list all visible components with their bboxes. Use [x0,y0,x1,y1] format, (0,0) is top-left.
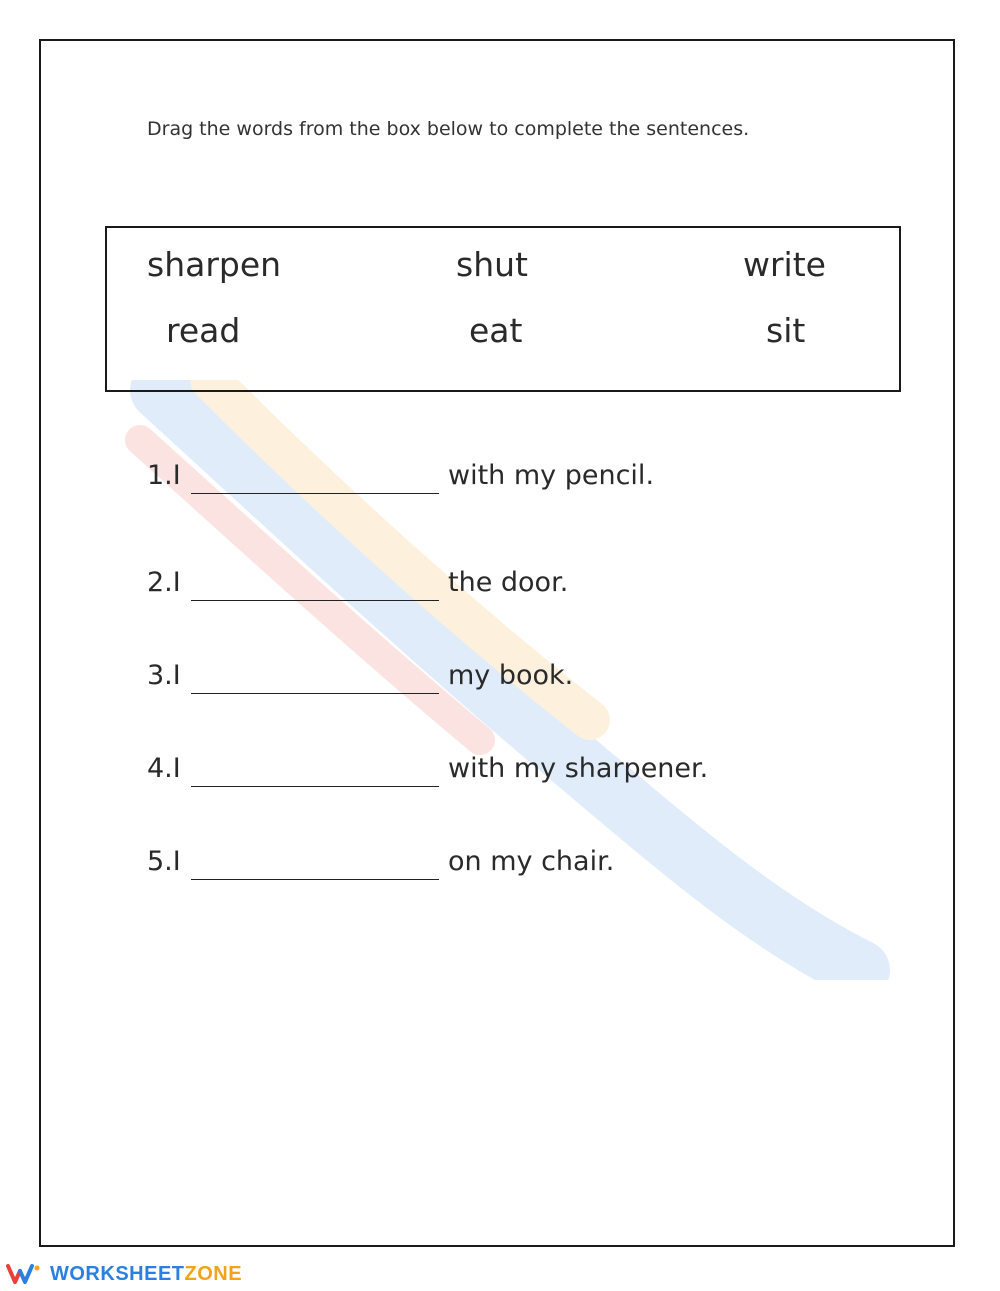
draggable-word-sit[interactable]: sit [766,311,806,350]
sentence-ending: with my sharpener. [448,753,709,784]
sentence-ending: with my pencil. [448,460,655,491]
sentence-number: 5.I [147,846,181,877]
drop-blank-5[interactable] [191,879,439,880]
brand-name: WORKSHEETZONE [50,1263,243,1285]
sentence-number: 1.I [147,460,181,491]
sentence-number: 3.I [147,660,181,691]
worksheetzone-logo [6,1262,306,1288]
sentence-number: 2.I [147,567,181,598]
sentence-ending: on my chair. [448,846,615,877]
instruction-text: Drag the words from the box below to complete the sentences. [147,118,750,140]
sentence-number: 4.I [147,753,181,784]
sentence-ending: my book. [448,660,574,691]
draggable-word-sharpen[interactable]: sharpen [147,245,282,284]
draggable-word-shut[interactable]: shut [456,245,528,284]
sentence-ending: the door. [448,567,569,598]
draggable-word-read[interactable]: read [166,311,241,350]
drop-blank-3[interactable] [191,693,439,694]
drop-blank-1[interactable] [191,493,439,494]
drop-blank-2[interactable] [191,600,439,601]
draggable-word-write[interactable]: write [743,245,826,284]
worksheetzone-w-logo-icon [6,1262,42,1286]
drop-blank-4[interactable] [191,786,439,787]
worksheet-page-frame [39,39,955,1247]
draggable-word-eat[interactable]: eat [469,311,523,350]
